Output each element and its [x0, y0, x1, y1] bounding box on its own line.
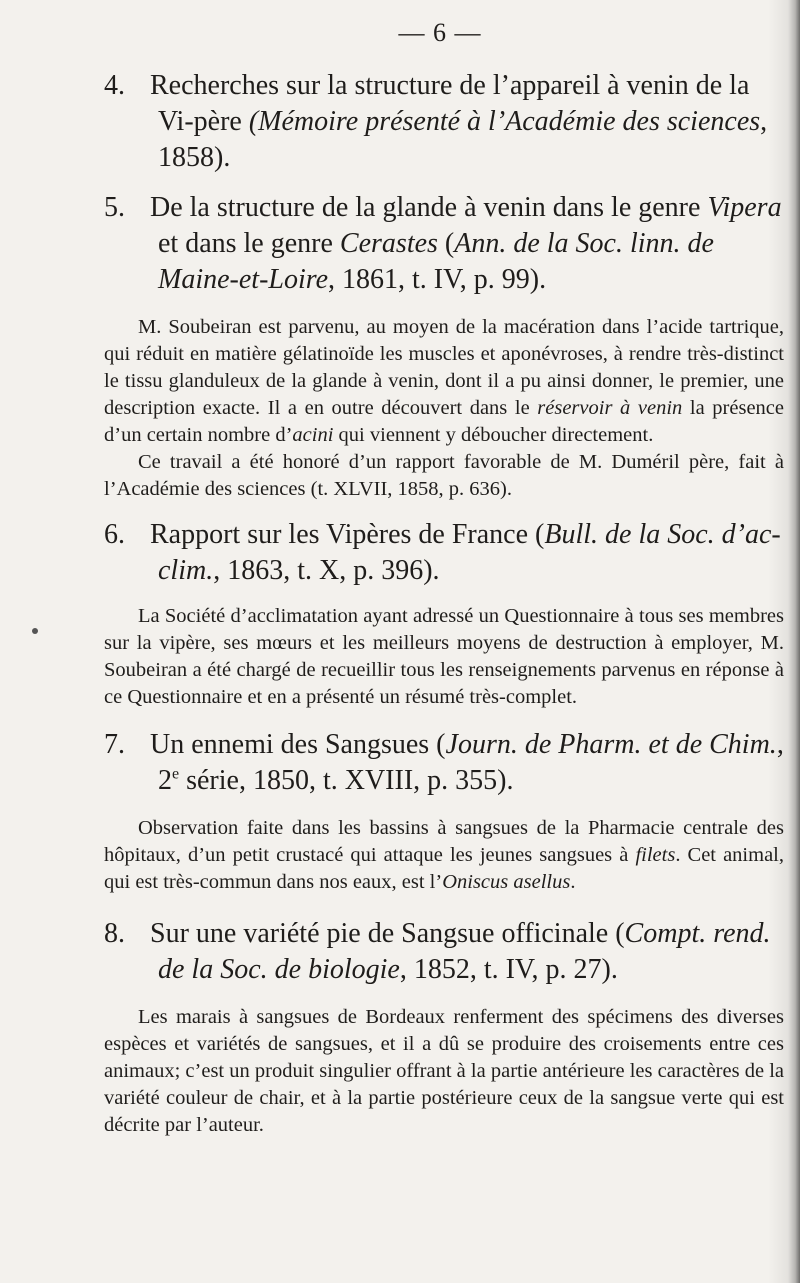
bibliography-entry-5 [104, 190, 784, 298]
entry-italic-text: Bull. de la Soc. d’ac-clim. [158, 519, 781, 586]
margin-dot [32, 628, 38, 634]
description-paragraph [104, 815, 784, 896]
superscript: e [172, 765, 180, 783]
entry-text: De la structure de la glande à venin dans le genre [150, 192, 708, 223]
paragraph-italic-text: réservoir à venin [537, 397, 683, 419]
paragraph-italic-text: filets [635, 844, 676, 866]
entry-text: Rapport sur les Vipères de France ( [150, 519, 545, 550]
entry-italic-text: Cerastes [339, 228, 438, 259]
paragraph-text: Observation faite dans les bassins à sangsues de la Pharmacie centrale des hôpitaux, d’un petit crustacé qui attaque les jeunes sangsues à [104, 817, 784, 866]
entry-text: Un ennemi des Sangsues ( [150, 729, 446, 760]
paragraph-text: M. Soubeiran est parvenu, au moyen de la macération dans l’acide tartrique, qui réduit en matière gélatinoïde les muscles et aponévroses, à rendre très-distinct le tissu glanduleux de la glande à venin, dont il a pu ainsi donner, le premier, une description exacte. Il a en outre découvert dans le [104, 316, 784, 419]
entry-text: , 1861, t. IV, p. 99). [328, 264, 547, 295]
description-paragraph: Les marais à sangsues de Bordeaux renferment des spécimens des diverses espèces et variétés de sangsues, et il a dû se produire des croisements entre ces animaux; c’est un produit singulier offrant à la partie antérieure les caractères de la variété couleur de chair, et à la partie postérieure ceux de la sangsue verte qui est décrite par l’auteur. [104, 1006, 784, 1136]
page-number: — 6 — [398, 18, 482, 47]
entry-italic-text: Compt. rend. de la Soc. de biologie [158, 918, 771, 985]
description-paragraph: La Société d’acclimatation ayant adressé un Questionnaire à tous ses membres sur la vipère, ses mœurs et les meilleurs moyens de destruction à employer, M. Soubeiran a été chargé de recueillir tous les renseignements parvenus en réponse à ce Questionnaire et en a présenté un résumé très-complet. [104, 605, 784, 708]
entry-italic-text: Vipera [707, 192, 782, 223]
entry-number: 5. [104, 192, 125, 223]
entry-italic-text: Journ. de Pharm. et de Chim. [445, 729, 777, 760]
entry-number: 8. [104, 918, 125, 949]
entry-text: , 1858). [158, 106, 768, 173]
entry-text: , 2 [158, 729, 784, 796]
page-content [104, 68, 784, 1139]
paragraph-text: la présence d’un certain nombre d’ [104, 397, 785, 446]
paragraph-text: . [570, 871, 576, 893]
entry-text: , 1852, t. IV, p. 27). [399, 954, 618, 985]
paragraph-text: . Cet animal, qui est très-commun dans nos eaux, est l’ [104, 844, 784, 893]
bibliography-entry-7 [104, 727, 784, 799]
description-paragraph: Ce travail a été honoré d’un rapport favorable de M. Duméril père, fait à l’Académie des sciences (t. XLVII, 1858, p. 636). [104, 451, 784, 500]
entry-number: 7. [104, 729, 125, 760]
entry-text: ( [437, 228, 455, 259]
entry-text: , 1863, t. X, p. 396). [213, 555, 440, 586]
paragraph-text: qui viennent y déboucher directement. [333, 424, 654, 446]
bibliography-entry-4 [104, 68, 784, 176]
bibliography-entry-6 [104, 517, 784, 589]
paragraph-italic-text: Oniscus asellus [442, 871, 571, 893]
page-edge-shadow [788, 0, 800, 1283]
entry-number: 4. [104, 70, 125, 101]
description-paragraph [104, 314, 784, 449]
entry-number: 6. [104, 519, 125, 550]
paragraph-italic-text: acini [292, 424, 334, 446]
entry-italic-text: (Mémoire présenté à l’Académie des sciences [248, 106, 761, 137]
entry-italic-text: Ann. de la Soc. linn. de Maine-et-Loire [158, 228, 714, 295]
bibliography-entry-8 [104, 916, 784, 988]
entry-text: Sur une variété pie de Sangsue officinale ( [150, 918, 625, 949]
entry-text: série, 1850, t. XVIII, p. 355). [179, 765, 514, 796]
entry-text: et dans le genre [158, 228, 340, 259]
entry-text: Recherches sur la structure de l’appareil à venin de la Vi-père [150, 70, 750, 137]
